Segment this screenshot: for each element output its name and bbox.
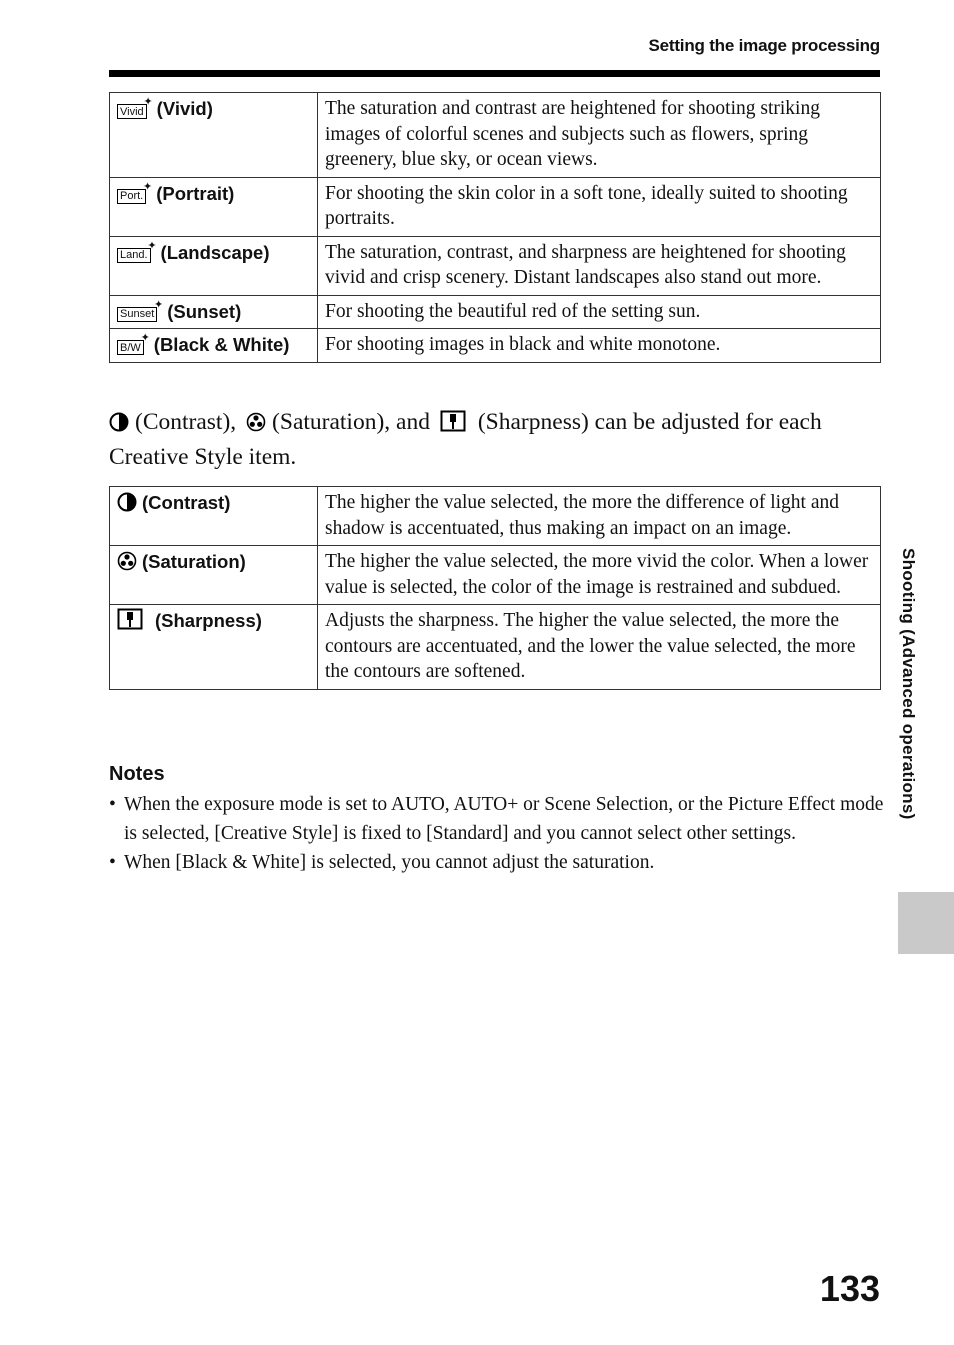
contrast-icon xyxy=(117,492,137,518)
table-row xyxy=(110,177,881,236)
bullet-icon: • xyxy=(109,794,116,815)
running-header: Setting the image processing xyxy=(648,36,880,55)
table-row xyxy=(110,546,881,605)
table-row xyxy=(110,295,881,329)
contrast-icon xyxy=(109,409,129,441)
table-row xyxy=(110,605,881,690)
sharpness-icon xyxy=(440,409,466,441)
star-icon: ✦ xyxy=(140,332,150,344)
style-description: The saturation, contrast, and sharpness are heightened for shooting vivid and crisp scenery. Distant landscapes also stand out more. xyxy=(318,236,881,295)
header-rule xyxy=(109,70,880,77)
style-description: The saturation and contrast are heightened for shooting striking images of colorful scenes and subjects such as flowers, spring greenery, blue sky, or ocean views. xyxy=(318,93,881,178)
table-row xyxy=(110,329,881,363)
adjustment-table xyxy=(109,486,881,690)
star-icon: ✦ xyxy=(143,96,153,108)
saturation-icon xyxy=(246,409,266,441)
param-description: Adjusts the sharpness. The higher the value selected, the more the contours are accentuated, and the lower the value selected, the more the contours are softened. xyxy=(318,605,881,690)
black-white-icon: B/W ✦ xyxy=(117,340,144,355)
style-label: (Portrait) xyxy=(156,182,235,204)
param-label: (Saturation) xyxy=(142,551,246,572)
star-icon: ✦ xyxy=(147,239,157,252)
sunset-icon: Sunset ✦ xyxy=(117,307,157,322)
landscape-icon: Land. ✦ xyxy=(117,248,151,263)
style-label: (Vivid) xyxy=(156,98,213,119)
list-item: • When the exposure mode is set to AUTO, AUTO+ or Scene Selection, or the Picture Effect mode is selected, [Creative Style] is fixed to [Standard] and you cannot select other settings. xyxy=(109,790,884,848)
table-row xyxy=(110,93,881,178)
section-tab-marker xyxy=(898,892,954,954)
bullet-icon: • xyxy=(109,852,116,873)
param-description: The higher the value selected, the more vivid the color. When a lower value is selected, the color of the image is restrained and subdued. xyxy=(318,546,881,605)
param-description: The higher the value selected, the more the difference of light and shadow is accentuated, thus making an impact on an image. xyxy=(318,487,881,546)
style-label: (Landscape) xyxy=(160,241,270,263)
style-description: For shooting the skin color in a soft tone, ideally suited to shooting portraits. xyxy=(318,177,881,236)
table-row xyxy=(110,236,881,295)
star-icon: ✦ xyxy=(154,298,164,311)
adjustment-intro: (Contrast), (Saturation), and (Sharpness) can be adjusted for each Creative Style item. xyxy=(109,409,822,470)
star-icon: ✦ xyxy=(143,180,153,193)
style-label: (Black & White) xyxy=(153,334,290,355)
portrait-icon: Port. ✦ xyxy=(117,189,146,204)
creative-style-table xyxy=(109,92,881,363)
style-description: For shooting images in black and white monotone. xyxy=(318,329,881,363)
param-label: (Contrast) xyxy=(142,492,231,513)
table-row xyxy=(110,487,881,546)
sharpness-icon xyxy=(117,608,143,636)
style-description: For shooting the beautiful red of the setting sun. xyxy=(318,295,881,329)
notes-heading: Notes xyxy=(109,763,165,785)
notes-list xyxy=(109,790,884,877)
list-item: • When [Black & White] is selected, you cannot adjust the saturation. xyxy=(109,848,884,877)
page-number: 133 xyxy=(819,1268,880,1309)
vivid-icon: Vivid ✦ xyxy=(117,104,147,119)
saturation-icon xyxy=(117,551,137,577)
section-tab-label: Shooting (Advanced operations) xyxy=(899,548,918,820)
style-label: (Sunset) xyxy=(167,300,242,322)
param-label: (Sharpness) xyxy=(155,610,262,631)
